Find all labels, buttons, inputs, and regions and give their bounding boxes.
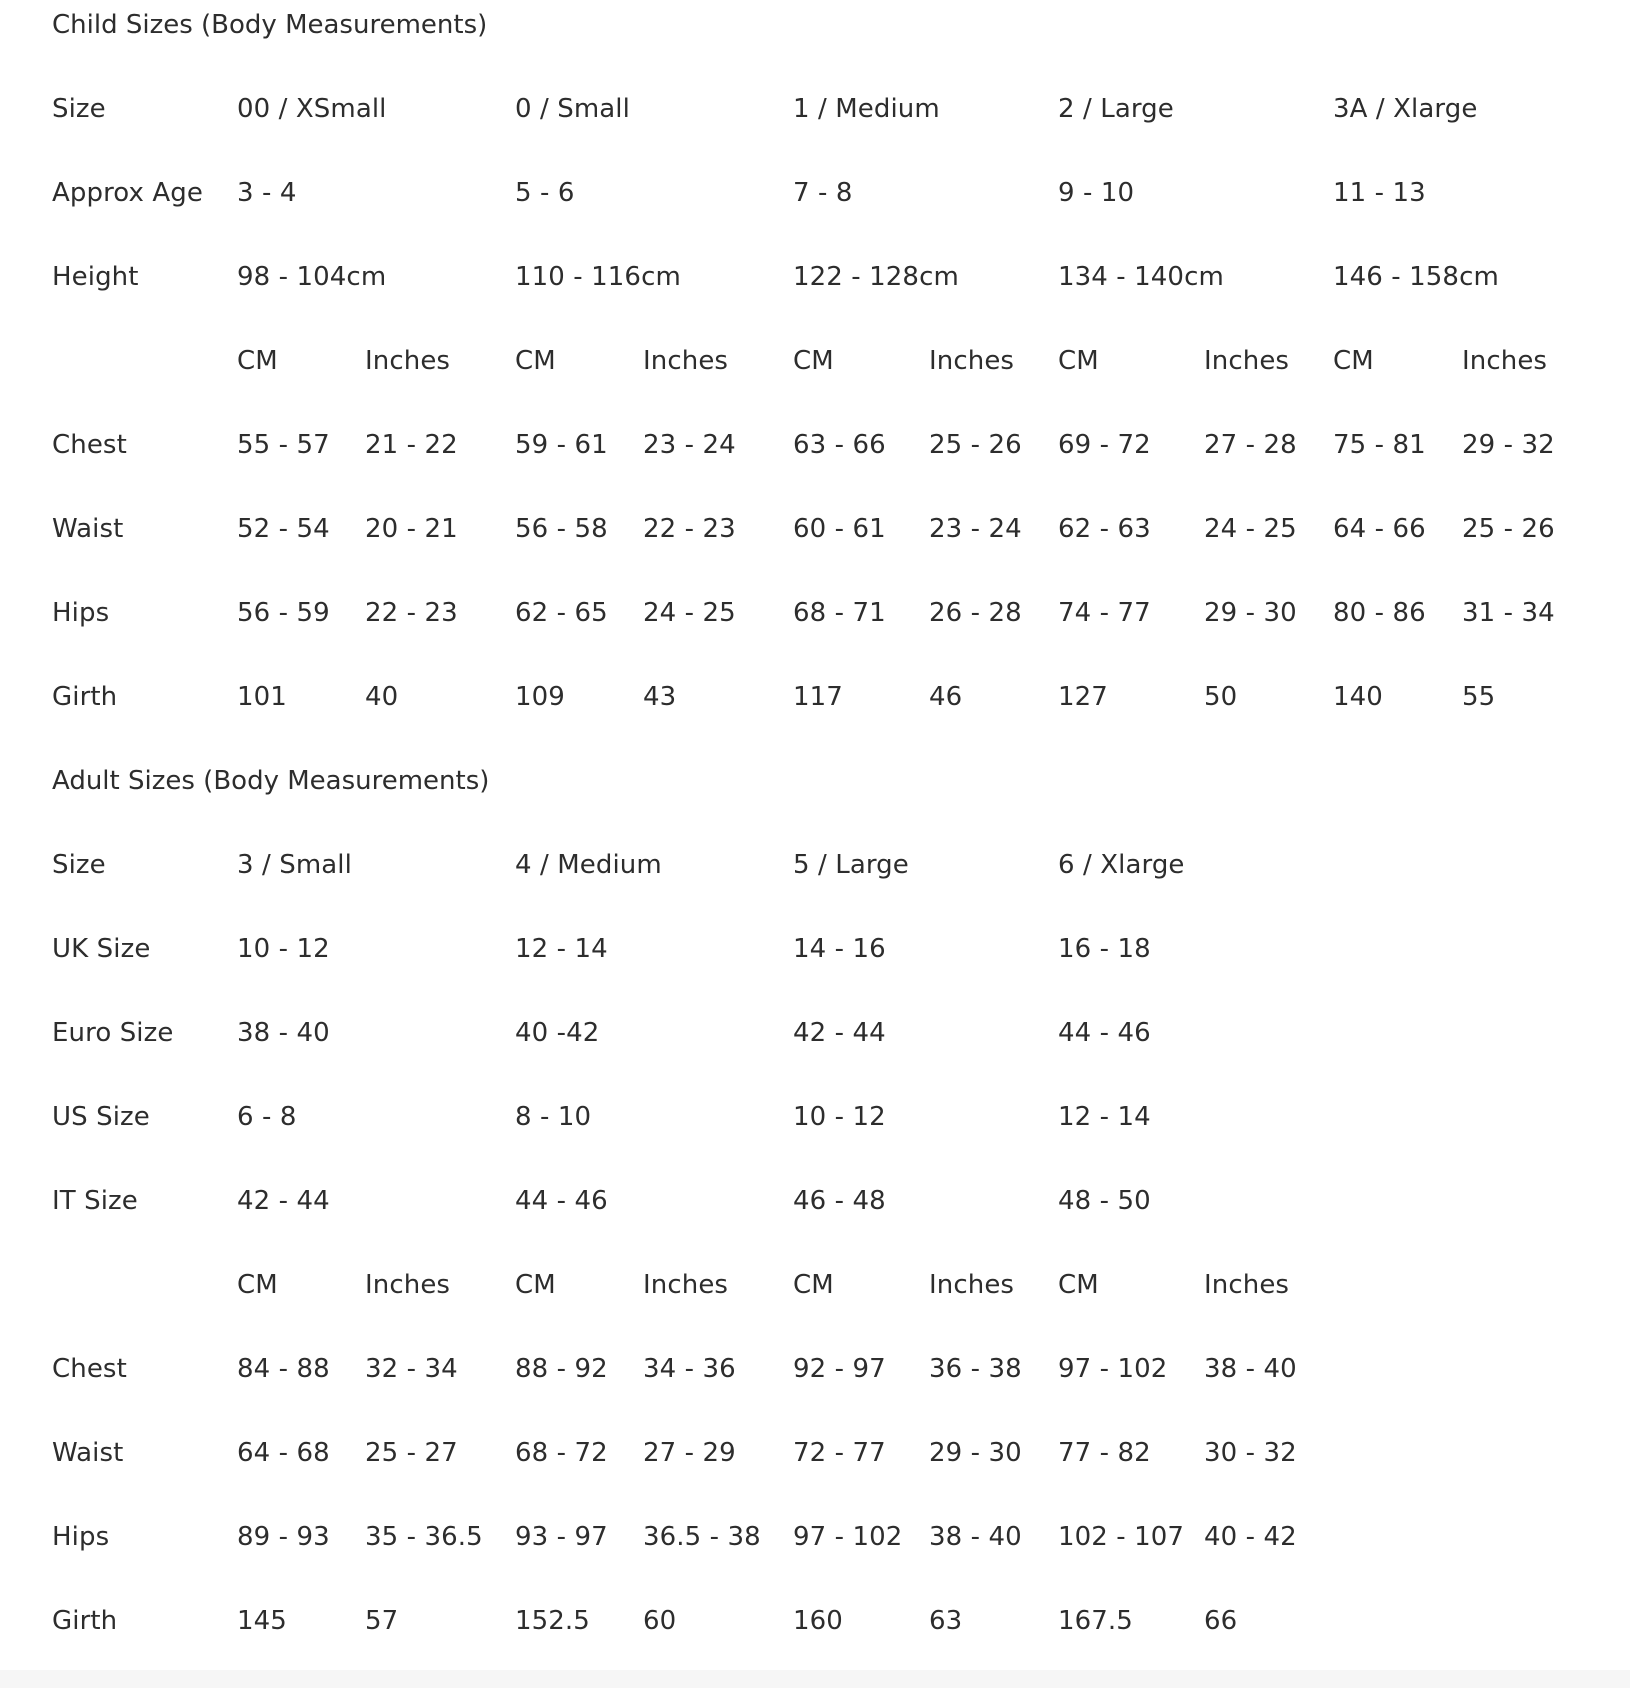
adult-table-cell: 10 - 12 [793, 1102, 886, 1132]
child-table-cell: 101 [237, 682, 287, 712]
adult-row-label: Chest [52, 1354, 127, 1384]
child-section-title-row [52, 0, 1612, 84]
adult-table-cell: 36.5 - 38 [643, 1522, 761, 1552]
adult-table-cell: 8 - 10 [515, 1102, 592, 1132]
adult-table-cell: 44 - 46 [1058, 1018, 1151, 1048]
adult-section-title: Adult Sizes (Body Measurements) [52, 766, 490, 796]
child-table-cell: 74 - 77 [1058, 598, 1151, 628]
child-table-cell: Inches [365, 346, 451, 376]
adult-table-cell: CM [515, 1270, 556, 1300]
adult-size-table [52, 840, 1612, 1680]
adult-table-cell: 42 - 44 [237, 1186, 330, 1216]
adult-row-label: UK Size [52, 934, 151, 964]
adult-table-row [52, 840, 1612, 924]
adult-table-row [52, 1176, 1612, 1260]
adult-table-cell: 88 - 92 [515, 1354, 608, 1384]
child-table-cell: 62 - 65 [515, 598, 608, 628]
child-size-table [52, 84, 1612, 756]
adult-table-cell: CM [237, 1270, 278, 1300]
adult-table-cell: 72 - 77 [793, 1438, 886, 1468]
adult-table-cell: 12 - 14 [1058, 1102, 1151, 1132]
adult-table-cell: 63 [929, 1606, 963, 1636]
adult-table-cell: Inches [643, 1270, 729, 1300]
child-row-label: Height [52, 262, 139, 292]
child-table-cell: 43 [643, 682, 677, 712]
child-table-cell: 27 - 28 [1204, 430, 1297, 460]
child-table-cell: 29 - 32 [1462, 430, 1555, 460]
adult-table-cell: Inches [1204, 1270, 1290, 1300]
child-table-row [52, 588, 1612, 672]
adult-table-cell: 48 - 50 [1058, 1186, 1151, 1216]
adult-table-cell: 152.5 [515, 1606, 590, 1636]
adult-table-cell: 38 - 40 [237, 1018, 330, 1048]
adult-table-cell: 44 - 46 [515, 1186, 608, 1216]
adult-table-cell: 32 - 34 [365, 1354, 458, 1384]
child-table-cell: 69 - 72 [1058, 430, 1151, 460]
adult-table-cell: 93 - 97 [515, 1522, 608, 1552]
child-table-cell: 31 - 34 [1462, 598, 1555, 628]
child-table-cell: 140 [1333, 682, 1383, 712]
child-table-cell: 3 - 4 [237, 178, 297, 208]
child-table-cell: 5 - 6 [515, 178, 575, 208]
child-table-cell: 21 - 22 [365, 430, 458, 460]
child-table-cell: 122 - 128cm [793, 262, 959, 292]
adult-table-cell: 5 / Large [793, 850, 909, 880]
adult-table-cell: 167.5 [1058, 1606, 1133, 1636]
child-table-cell: 109 [515, 682, 565, 712]
adult-table-cell: 40 - 42 [1204, 1522, 1297, 1552]
child-table-cell: 11 - 13 [1333, 178, 1426, 208]
child-table-cell: 24 - 25 [643, 598, 736, 628]
adult-table-cell: 97 - 102 [793, 1522, 903, 1552]
child-table-cell: 7 - 8 [793, 178, 853, 208]
child-table-cell: 98 - 104cm [237, 262, 387, 292]
adult-table-cell: 77 - 82 [1058, 1438, 1151, 1468]
adult-table-cell: 92 - 97 [793, 1354, 886, 1384]
adult-table-cell: CM [1058, 1270, 1099, 1300]
adult-table-cell: 84 - 88 [237, 1354, 330, 1384]
adult-row-label: Hips [52, 1522, 110, 1552]
child-row-label: Waist [52, 514, 124, 544]
adult-row-label: IT Size [52, 1186, 138, 1216]
adult-table-row [52, 1260, 1612, 1344]
child-table-cell: 52 - 54 [237, 514, 330, 544]
child-table-cell: 63 - 66 [793, 430, 886, 460]
adult-table-cell: 3 / Small [237, 850, 352, 880]
adult-table-row [52, 1344, 1612, 1428]
child-table-cell: 2 / Large [1058, 94, 1174, 124]
adult-table-cell: 6 - 8 [237, 1102, 297, 1132]
child-table-cell: 62 - 63 [1058, 514, 1151, 544]
adult-table-cell: 4 / Medium [515, 850, 662, 880]
child-table-cell: 22 - 23 [365, 598, 458, 628]
adult-table-cell: 97 - 102 [1058, 1354, 1168, 1384]
page-bottom-edge [0, 1670, 1630, 1688]
adult-table-cell: Inches [365, 1270, 451, 1300]
adult-row-label: Girth [52, 1606, 118, 1636]
child-table-row [52, 336, 1612, 420]
child-row-label: Chest [52, 430, 127, 460]
child-table-cell: 117 [793, 682, 843, 712]
child-row-label: Approx Age [52, 178, 203, 208]
adult-table-cell: 35 - 36.5 [365, 1522, 483, 1552]
adult-table-cell: CM [793, 1270, 834, 1300]
child-table-cell: Inches [643, 346, 729, 376]
child-table-cell: 46 [929, 682, 963, 712]
adult-table-cell: 145 [237, 1606, 287, 1636]
adult-table-cell: 160 [793, 1606, 843, 1636]
child-table-cell: 50 [1204, 682, 1238, 712]
child-table-row [52, 84, 1612, 168]
child-table-cell: 127 [1058, 682, 1108, 712]
size-chart [52, 0, 1612, 1680]
child-table-cell: 3A / Xlarge [1333, 94, 1478, 124]
child-table-cell: CM [237, 346, 278, 376]
child-table-row [52, 504, 1612, 588]
child-table-cell: 56 - 59 [237, 598, 330, 628]
child-table-cell: CM [1333, 346, 1374, 376]
child-table-cell: Inches [1462, 346, 1548, 376]
adult-table-cell: 27 - 29 [643, 1438, 736, 1468]
adult-table-cell: Inches [929, 1270, 1015, 1300]
child-table-cell: 80 - 86 [1333, 598, 1426, 628]
child-table-cell: 134 - 140cm [1058, 262, 1224, 292]
adult-table-cell: 38 - 40 [1204, 1354, 1297, 1384]
child-table-cell: Inches [929, 346, 1015, 376]
child-table-cell: 75 - 81 [1333, 430, 1426, 460]
adult-table-cell: 29 - 30 [929, 1438, 1022, 1468]
adult-row-label: Waist [52, 1438, 124, 1468]
adult-row-label: Size [52, 850, 106, 880]
child-table-row [52, 252, 1612, 336]
child-table-cell: 9 - 10 [1058, 178, 1135, 208]
child-table-row [52, 168, 1612, 252]
adult-table-cell: 12 - 14 [515, 934, 608, 964]
child-table-cell: 110 - 116cm [515, 262, 681, 292]
child-row-label: Hips [52, 598, 110, 628]
child-table-cell: CM [793, 346, 834, 376]
child-table-cell: 24 - 25 [1204, 514, 1297, 544]
adult-table-cell: 6 / Xlarge [1058, 850, 1185, 880]
adult-table-row [52, 1092, 1612, 1176]
adult-table-cell: 25 - 27 [365, 1438, 458, 1468]
child-table-cell: 25 - 26 [1462, 514, 1555, 544]
child-row-label: Girth [52, 682, 118, 712]
child-table-cell: 25 - 26 [929, 430, 1022, 460]
adult-row-label: US Size [52, 1102, 150, 1132]
child-table-row [52, 672, 1612, 756]
child-table-cell: 55 - 57 [237, 430, 330, 460]
child-table-cell: 22 - 23 [643, 514, 736, 544]
adult-section-title-row [52, 756, 1612, 840]
child-row-label: Size [52, 94, 106, 124]
adult-table-cell: 46 - 48 [793, 1186, 886, 1216]
child-table-cell: Inches [1204, 346, 1290, 376]
child-table-cell: 23 - 24 [643, 430, 736, 460]
child-table-cell: 29 - 30 [1204, 598, 1297, 628]
adult-table-row [52, 1512, 1612, 1596]
adult-row-label: Euro Size [52, 1018, 174, 1048]
child-table-cell: 40 [365, 682, 399, 712]
child-table-cell: 23 - 24 [929, 514, 1022, 544]
adult-table-cell: 68 - 72 [515, 1438, 608, 1468]
child-table-cell: 68 - 71 [793, 598, 886, 628]
adult-table-row [52, 1008, 1612, 1092]
adult-table-cell: 89 - 93 [237, 1522, 330, 1552]
adult-table-cell: 34 - 36 [643, 1354, 736, 1384]
child-table-cell: 26 - 28 [929, 598, 1022, 628]
adult-table-cell: 40 -42 [515, 1018, 600, 1048]
child-table-row [52, 420, 1612, 504]
child-table-cell: 64 - 66 [1333, 514, 1426, 544]
adult-table-row [52, 1596, 1612, 1680]
adult-table-cell: 36 - 38 [929, 1354, 1022, 1384]
adult-table-cell: 10 - 12 [237, 934, 330, 964]
adult-table-cell: 42 - 44 [793, 1018, 886, 1048]
child-table-cell: 146 - 158cm [1333, 262, 1499, 292]
adult-table-cell: 16 - 18 [1058, 934, 1151, 964]
child-section-title: Child Sizes (Body Measurements) [52, 10, 488, 40]
child-table-cell: 56 - 58 [515, 514, 608, 544]
child-table-cell: CM [515, 346, 556, 376]
adult-table-cell: 14 - 16 [793, 934, 886, 964]
child-table-cell: 0 / Small [515, 94, 630, 124]
adult-table-cell: 102 - 107 [1058, 1522, 1185, 1552]
adult-table-cell: 66 [1204, 1606, 1238, 1636]
child-table-cell: 60 - 61 [793, 514, 886, 544]
child-table-cell: 59 - 61 [515, 430, 608, 460]
adult-table-cell: 64 - 68 [237, 1438, 330, 1468]
child-table-cell: CM [1058, 346, 1099, 376]
adult-table-cell: 30 - 32 [1204, 1438, 1297, 1468]
adult-table-cell: 57 [365, 1606, 399, 1636]
adult-table-cell: 38 - 40 [929, 1522, 1022, 1552]
adult-table-row [52, 924, 1612, 1008]
adult-table-cell: 60 [643, 1606, 677, 1636]
child-table-cell: 20 - 21 [365, 514, 458, 544]
adult-table-row [52, 1428, 1612, 1512]
child-table-cell: 1 / Medium [793, 94, 940, 124]
child-table-cell: 55 [1462, 682, 1496, 712]
child-table-cell: 00 / XSmall [237, 94, 387, 124]
